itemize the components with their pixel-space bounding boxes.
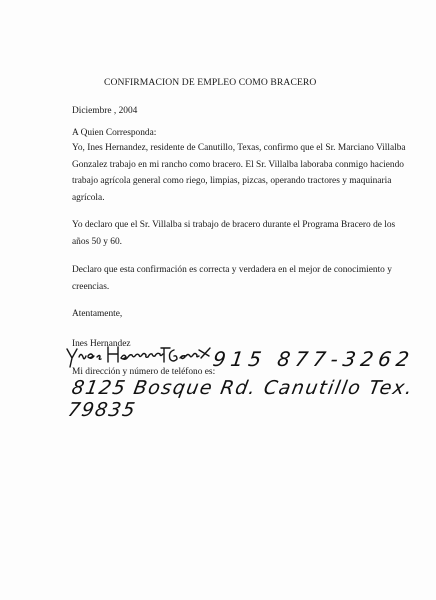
paragraph-1: Yo, Ines Hernandez, residente de Canutillo, Texas, confirmo que el Sr. Marciano Villalba Gonzalez trabajo en mi rancho como bracero. El Sr. Villalba laboraba conmigo haciendo trabajo agrícola general como riego, limpias, pizcas, operando tractores y maquinaria agrícola.	[72, 143, 406, 203]
signer-name: Ines Hernandez	[72, 339, 131, 349]
closing: Atentamente,	[72, 309, 123, 319]
greeting: A Quien Corresponda:	[72, 128, 157, 138]
paragraph-3: Declaro que esta confirmación es correcta y verdadera en el mejor de conocimiento y creencias.	[72, 265, 392, 292]
letter-title: CONFIRMACION DE EMPLEO COMO BRACERO	[104, 77, 317, 88]
handwritten-address: 8125 Bosque Rd. Canutillo Tex. 79835	[66, 377, 416, 421]
paragraph-2: Yo declaro que el Sr. Villalba si trabajo de bracero durante el Programa Bracero de los años 50 y 60.	[72, 220, 396, 247]
letter-date: Diciembre , 2004	[72, 106, 138, 116]
handwritten-phone: 915 877-3262	[211, 347, 416, 371]
address-label: Mi dirección y número de teléfono es:	[72, 367, 216, 377]
